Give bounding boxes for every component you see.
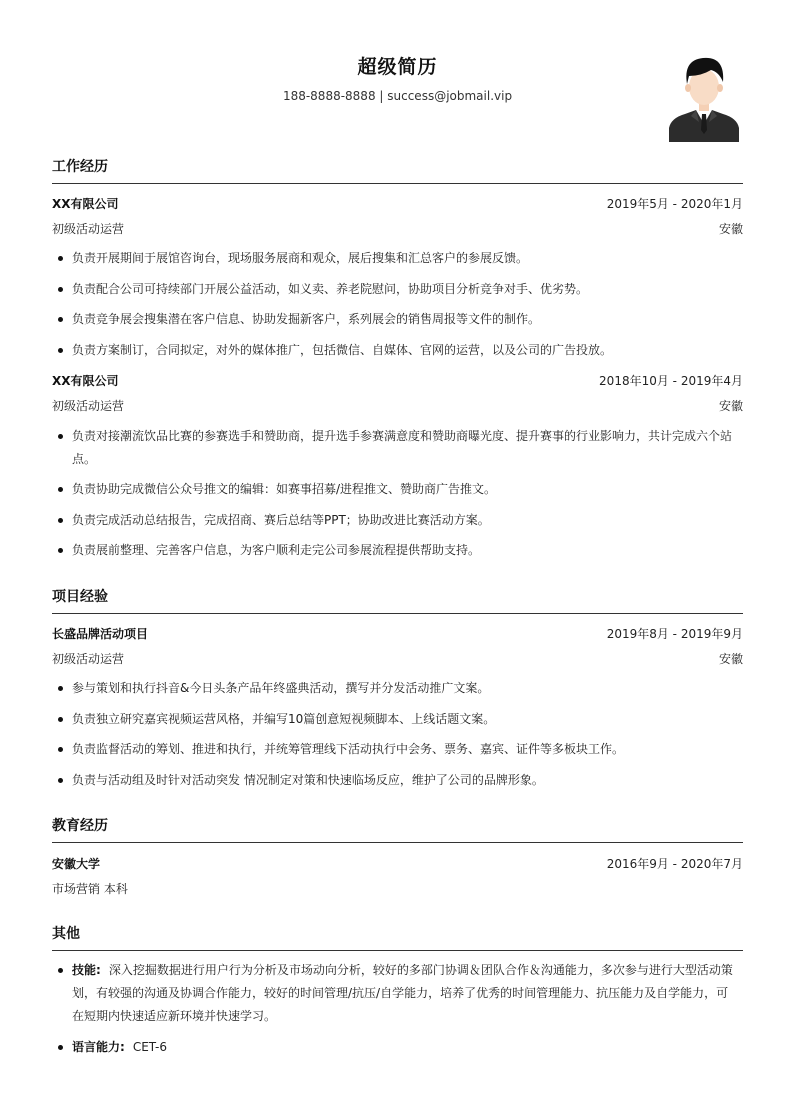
section-project-title: 项目经验	[52, 586, 743, 614]
list-item: 负责展前整理、完善客户信息，为客户顺利走完公司参展流程提供帮助支持。	[72, 539, 740, 562]
project-role: 初级活动运营	[52, 652, 125, 666]
list-item: 负责竞争展会搜集潜在客户信息、协助发掘新客户，系列展会的销售周报等文件的制作。	[72, 308, 740, 331]
education-date: 2016年9月 - 2020年7月	[606, 857, 743, 871]
resume-name: 超级简历	[357, 56, 438, 78]
job-role: 初级活动运营	[52, 222, 125, 236]
education-header	[52, 855, 743, 873]
work-date: 2019年5月 - 2020年1月	[606, 197, 743, 211]
list-item: 参与策划和执行抖音&今日头条产品年终盛典活动，撰写并分发活动推广文案。	[72, 677, 740, 700]
project-role-row	[52, 650, 743, 668]
section-work-title: 工作经历	[52, 156, 743, 184]
education-major: 市场营销 本科	[52, 882, 128, 896]
list-item: 负责开展期间于展馆咨询台，现场服务展商和观众，展后搜集和汇总客户的参展反馈。	[72, 247, 740, 270]
skills-label: 技能:	[72, 963, 101, 977]
list-item: 负责对接潮流饮品比赛的参赛选手和赞助商，提升选手参赛满意度和赞助商曝光度、提升赛事的行业影响力，共计完成六个站点。	[72, 425, 740, 471]
language-label: 语言能力:	[72, 1040, 125, 1054]
job-role: 初级活动运营	[52, 399, 125, 413]
company-name: XX有限公司	[52, 197, 119, 211]
school-name: 安徽大学	[52, 857, 101, 871]
project-name: 长盛品牌活动项目	[52, 627, 149, 641]
language-text: CET-6	[132, 1040, 167, 1054]
work-entry-1-role	[52, 220, 743, 238]
work-entry-2-header	[52, 372, 743, 390]
skills-text: 深入挖掘数据进行用户行为分析及市场动向分析，较好的多部门协调＆团队合作＆沟通能力，多次参与进行大型活动策划，有较强的沟通及协调合作能力，较好的时间管理/抗压/自学能力，培养了优秀的时间管理能力、抗压能力及自学能力，可在短期内快速适应新环境并快速学习。	[72, 963, 733, 1023]
section-education-title: 教育经历	[52, 815, 743, 843]
company-name: XX有限公司	[52, 374, 119, 388]
list-item: 负责监督活动的筹划、推进和执行，并统筹管理线下活动执行中会务、票务、嘉宾、证件等多板块工作。	[72, 738, 740, 761]
job-location: 安徽	[718, 222, 743, 236]
list-item: 负责配合公司可持续部门开展公益活动，如义卖、养老院慰问，协助项目分析竞争对手、优劣势。	[72, 278, 740, 301]
contact-info: 188-8888-8888 | success@jobmail.vip	[282, 89, 513, 103]
list-item: 负责完成活动总结报告，完成招商、赛后总结等PPT；协助改进比赛活动方案。	[72, 509, 740, 532]
list-item: 负责方案制订，合同拟定，对外的媒体推广，包括微信、自媒体、官网的运营，以及公司的广告投放。	[72, 339, 740, 362]
skills-item	[72, 959, 740, 1028]
section-other-title: 其他	[52, 923, 743, 951]
language-item	[72, 1036, 740, 1059]
work-entry-2-role	[52, 397, 743, 415]
project-header	[52, 625, 743, 643]
list-item: 负责协助完成微信公众号推文的编辑：如赛事招募/进程推文、赞助商广告推文。	[72, 478, 740, 501]
work-entry-1-header	[52, 195, 743, 213]
project-date: 2019年8月 - 2019年9月	[606, 627, 743, 641]
list-item: 负责与活动组及时针对活动突发 情况制定对策和快速临场反应，维护了公司的品牌形象。	[72, 769, 740, 792]
project-location: 安徽	[718, 652, 743, 666]
job-location: 安徽	[718, 399, 743, 413]
work-date: 2018年10月 - 2019年4月	[599, 374, 743, 388]
avatar-icon	[669, 54, 739, 142]
list-item: 负责独立研究嘉宾视频运营风格，并编写10篇创意短视频脚本、上线话题文案。	[72, 708, 740, 731]
education-major-row	[52, 880, 743, 898]
